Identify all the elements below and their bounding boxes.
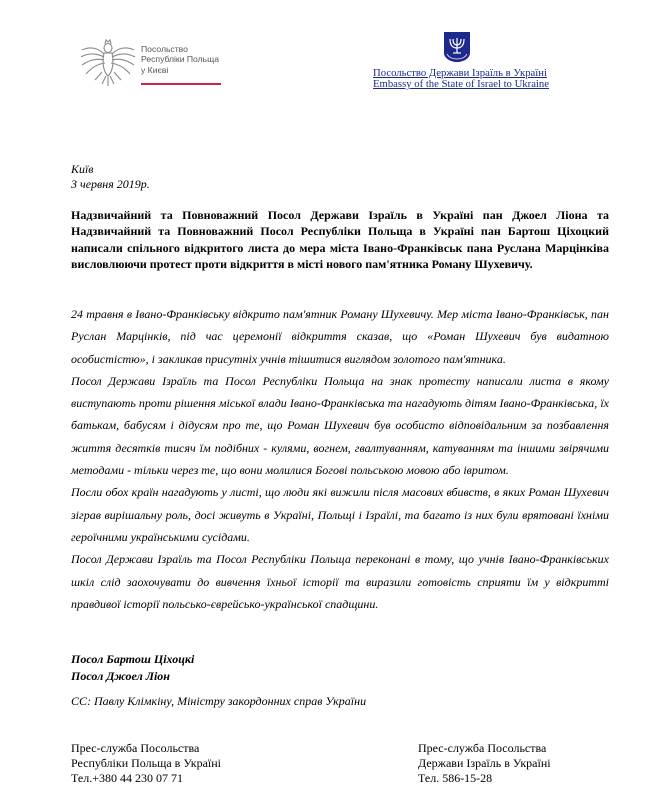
polish-embassy-name: Посольство Республіки Польща у Києві (141, 44, 219, 75)
press-contact-poland: Прес-служба Посольства Республіки Польща в Україні Тел.+380 44 230 07 71 (71, 741, 221, 785)
paragraph: Посол Держави Ізраїль та Посол Республіки Польща на знак протесту написали листа в якому виступають проти рішення міської влади Івано-Франківська та нагадують дітям Івано-Франківська, їх батькам, бабусям і дідусям про те, що Роман Шухевич був особисто відповідальним за позбавлення життя десятків тисяч їм подібних - кулями, вогнем, гвалтуванням, катуванням та іншими звірячими методами - тільки через те, що вони молилися Богові польською мовою або івритом. (71, 373, 609, 478)
signature-poland: Посол Бартош Ціхоцкі (71, 652, 195, 666)
signature-israel: Посол Джоел Ліон (71, 669, 170, 683)
paragraph: Посол Держави Ізраїль та Посол Республіки Польща переконані в тому, що учнів Івано-Франківських шкіл слід заохочувати до вивчення їхньої історії та виразили готовість сприяти їм у відкритті правдивої історії польсько-єврейсько-української спадщини. (71, 552, 609, 611)
press-contact-israel: Прес-служба Посольства Держави Ізраїль в Україні Тел. 586-15-28 (418, 741, 551, 785)
signatures (71, 651, 194, 685)
place-date (71, 162, 150, 192)
body-text (71, 303, 609, 615)
israel-menorah-emblem-icon (442, 31, 472, 63)
polish-eagle-emblem-icon (78, 38, 138, 94)
place: Київ (71, 162, 94, 176)
lead-paragraph: Надзвичайний та Повноважний Посол Держави Ізраїль в Україні пан Джоел Ліона та Надзвичайний та Повноважний Посол Республіки Польща в Україні пан Бартош Ціхоцкий написали спільного відкритого листа до мера міста Івано-Франківськ пана Руслана Марцінківа висловлюючи протест проти відкриття в місті нового пам'ятника Роману Шухевичу. (71, 208, 609, 272)
israel-embassy-name: Посольство Держави Ізраїль в Україні Embassy of the State of Israel to Ukraine (373, 67, 549, 91)
paragraph: Посли обох країн нагадують у листі, що люди які вижили після масових вбивств, в яких Роман Шухевич зіграв вирішальну роль, досі живуть в Україні, Польщі і Ізраїлі, та багато із них були врятовані їхніми героїчними українськими сусідами. (71, 485, 609, 544)
date: 3 червня 2019р. (71, 177, 150, 191)
paragraph: 24 травня в Івано-Франківську відкрито пам'ятник Роману Шухевичу. Мер міста Івано-Франківськ, пан Руслан Марцінків, під час церемонії відкриття сказав, що «Роман Шухевич був видатною особистістю», і закликав присутніх учнів тішитися виглядом золотого пам'ятника. (71, 307, 609, 366)
cc-line: CC: Павлу Клімкіну, Міністру закордонних справ України (71, 694, 367, 708)
polish-red-bar (141, 83, 221, 85)
